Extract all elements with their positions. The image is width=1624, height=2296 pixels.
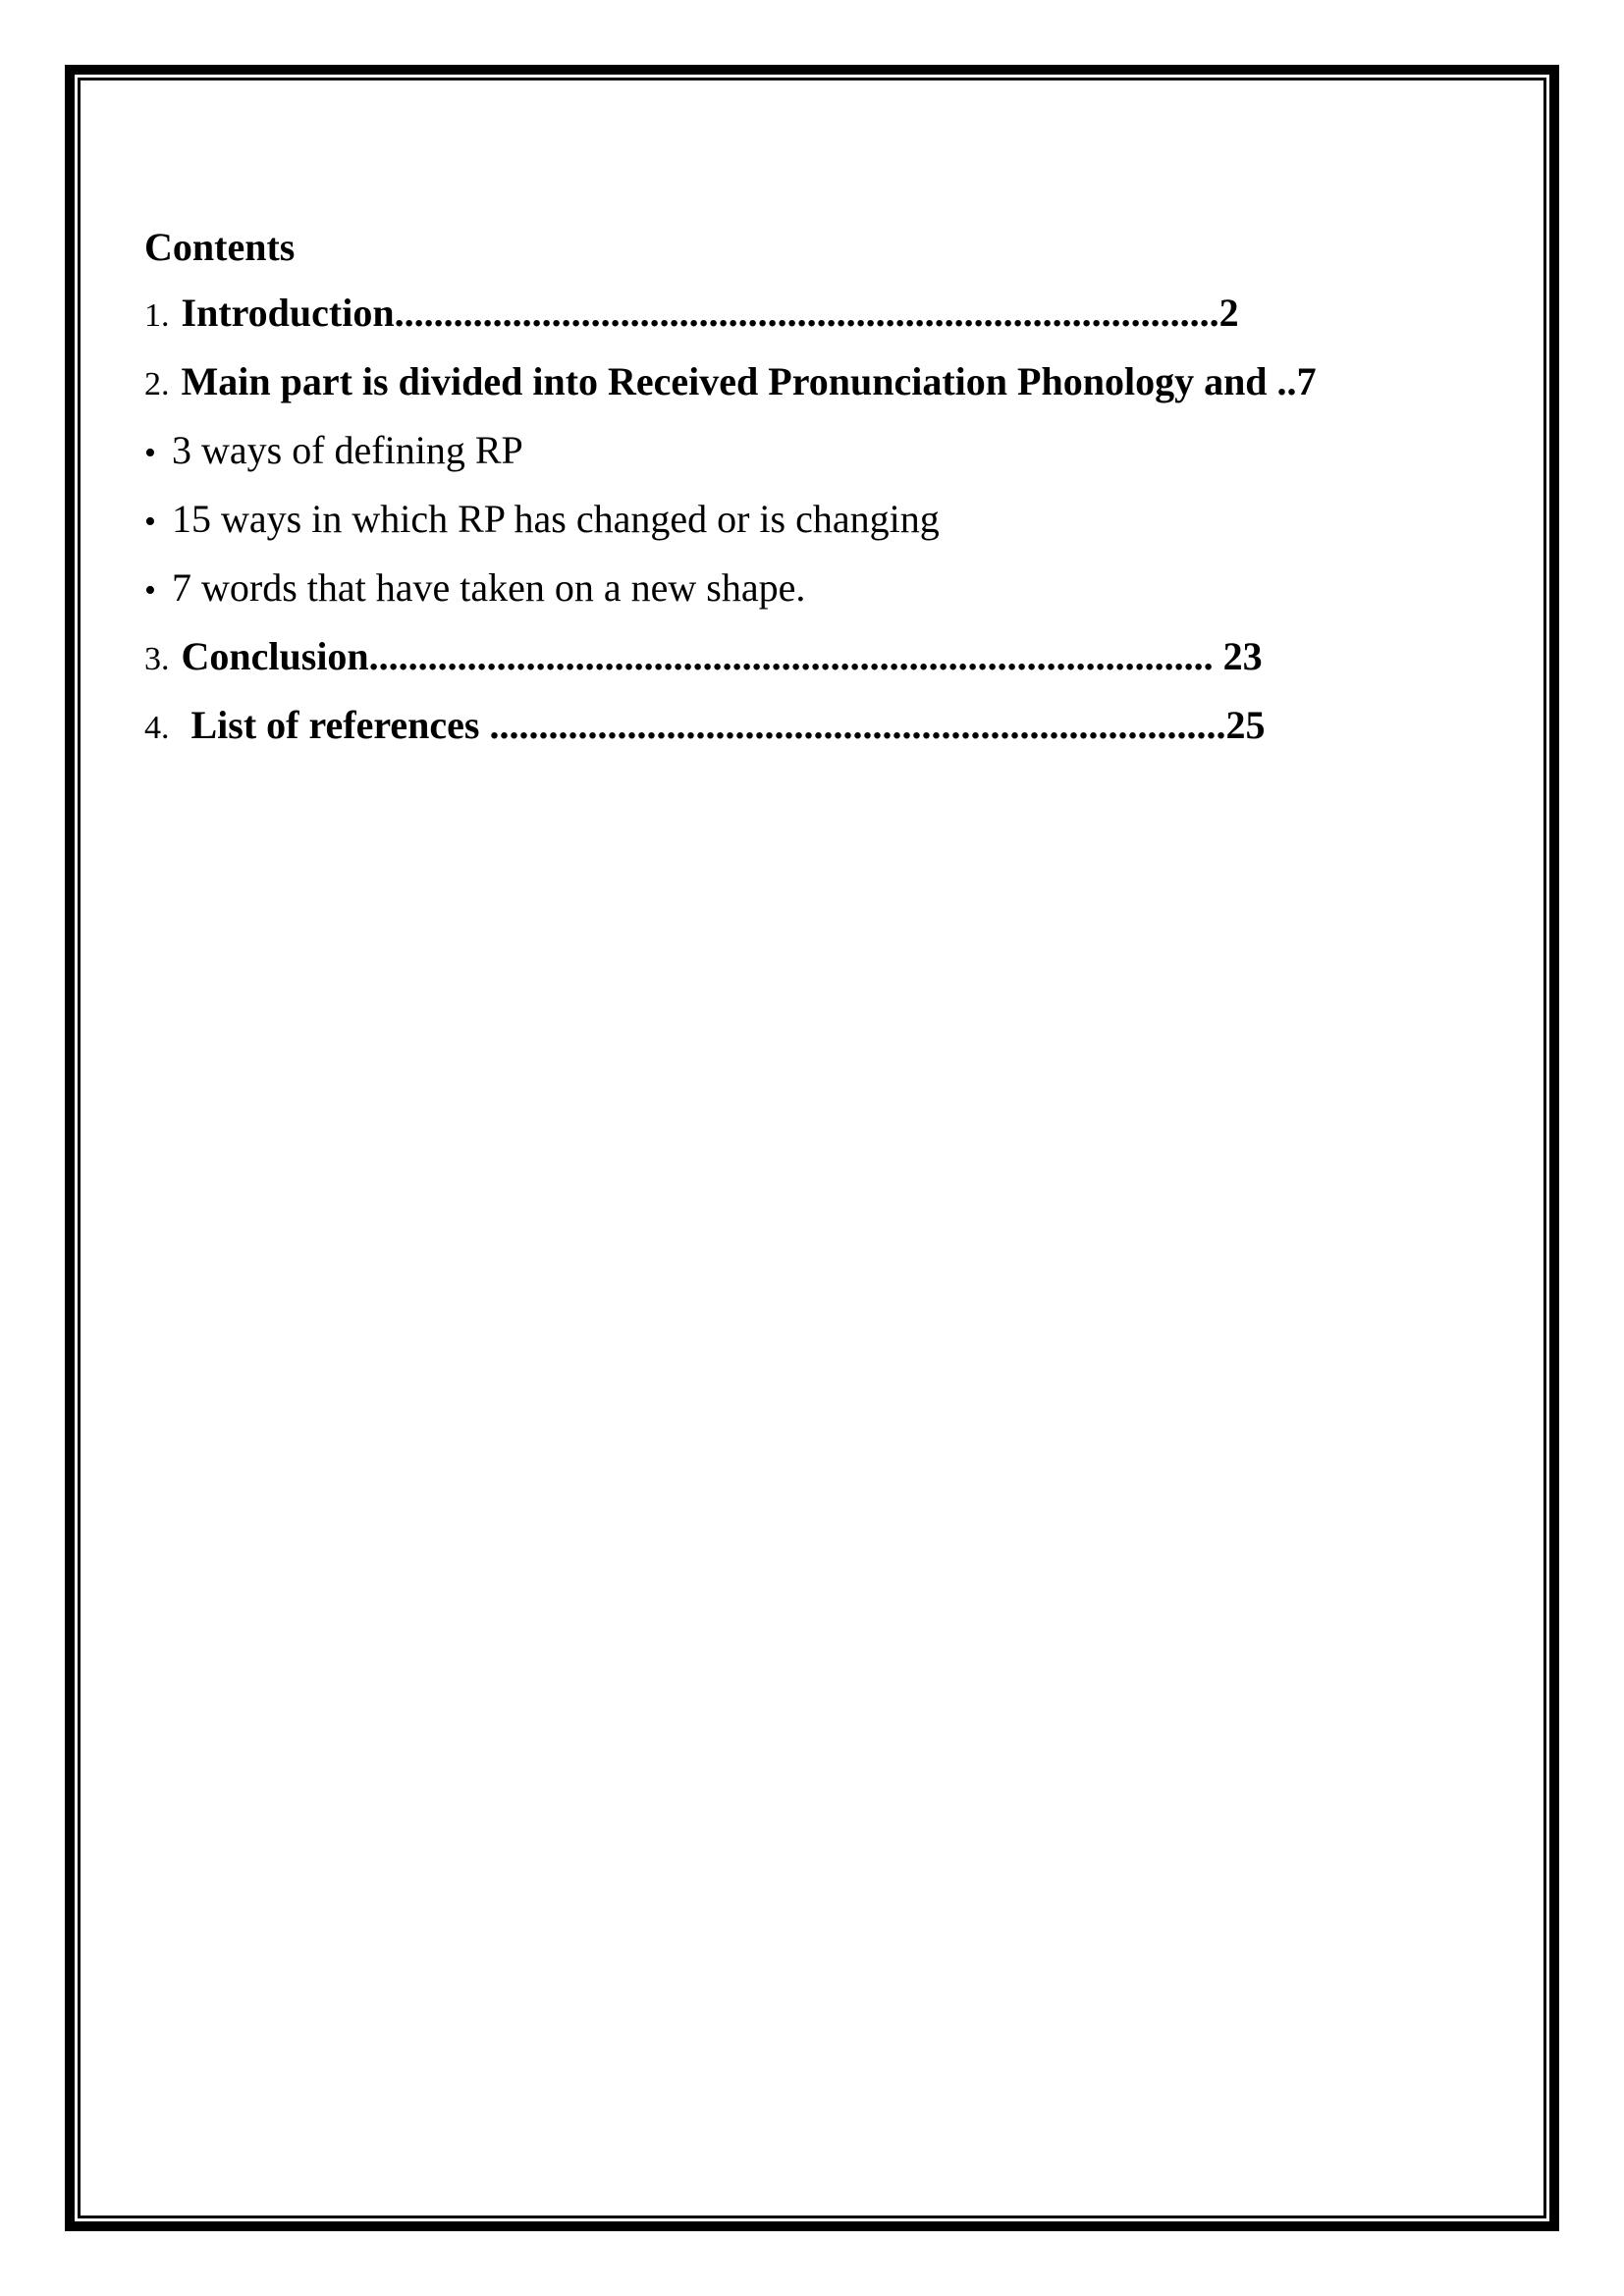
toc-item-conclusion — [144, 623, 1313, 692]
toc-item-title: Introduction — [181, 291, 395, 335]
bullet-item-text: 15 ways in which RP has changed or is changing — [172, 497, 940, 541]
bullet-item-rp-changed — [144, 486, 1313, 555]
toc-item-introduction — [144, 280, 1313, 348]
bullet-item-text: 3 ways of defining RP — [172, 428, 523, 472]
toc-item-title: List of references — [181, 703, 490, 747]
toc-page-number: 2 — [1218, 291, 1239, 335]
contents-heading: Contents — [144, 225, 296, 269]
toc-item-title: Main part is divided into Received Pronunciation Phonology and .. — [181, 359, 1297, 403]
toc-item-number: 1. — [144, 297, 170, 334]
bullet-icon: • — [144, 572, 156, 609]
toc-item-number: 2. — [144, 366, 170, 402]
toc-item-number: 4. — [144, 710, 170, 746]
bullet-item-defining-rp — [144, 417, 1313, 486]
bullet-icon: • — [144, 435, 156, 471]
toc-dot-leader: .................................................................................... — [394, 291, 1219, 335]
bullet-item-text: 7 words that have taken on a new shape. — [172, 565, 806, 610]
toc-dot-leader: ...................................................................................... — [368, 634, 1214, 678]
toc-dot-leader: ........................................................................... — [489, 703, 1226, 747]
toc-page-number: 23 — [1213, 634, 1263, 678]
toc-page-number: 7 — [1296, 359, 1317, 403]
bullet-item-new-shape — [144, 555, 1313, 623]
bullet-icon: • — [144, 504, 156, 540]
toc-item-main-part — [144, 348, 1317, 417]
toc-item-number: 3. — [144, 641, 170, 677]
table-of-contents — [144, 214, 1317, 761]
toc-item-list-of-references — [144, 692, 1313, 761]
toc-item-title: Conclusion — [181, 634, 369, 678]
toc-page-number: 25 — [1225, 703, 1266, 747]
